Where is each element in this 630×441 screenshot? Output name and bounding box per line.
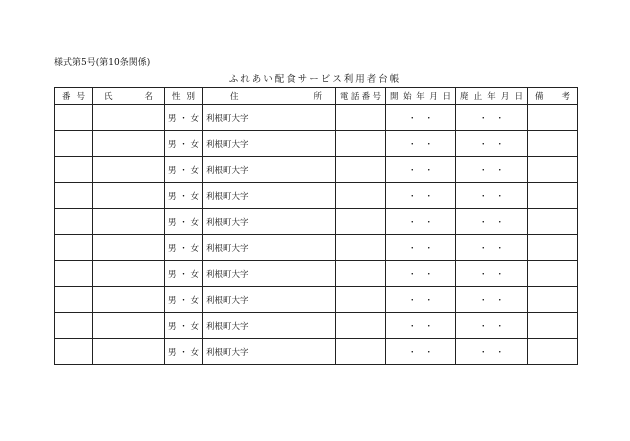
table-row — [55, 131, 578, 157]
name-cell[interactable] — [93, 131, 165, 157]
header-address: 住 所 — [203, 88, 336, 105]
sex-cell[interactable]: 男 ・ 女 — [165, 131, 203, 157]
start-date-cell[interactable] — [386, 235, 456, 261]
phone-cell[interactable] — [336, 235, 386, 261]
header-remarks: 備 考 — [528, 88, 578, 105]
no-cell[interactable] — [55, 157, 93, 183]
no-cell[interactable] — [55, 131, 93, 157]
end-date-cell[interactable] — [456, 131, 528, 157]
name-cell[interactable] — [93, 261, 165, 287]
header-row — [55, 88, 578, 105]
date-separator: ・ — [424, 269, 434, 280]
no-cell[interactable] — [55, 183, 93, 209]
date-separator: ・ — [424, 243, 434, 254]
remarks-cell[interactable] — [528, 261, 578, 287]
table-row — [55, 157, 578, 183]
date-separator: ・ — [407, 321, 417, 332]
date-separator: ・ — [407, 243, 417, 254]
start-date-cell[interactable] — [386, 313, 456, 339]
table-row — [55, 261, 578, 287]
table-row — [55, 313, 578, 339]
phone-cell[interactable] — [336, 261, 386, 287]
address-cell[interactable]: 利根町大字 — [203, 313, 336, 339]
table-row — [55, 105, 578, 131]
header-no — [55, 88, 93, 105]
name-cell[interactable] — [93, 339, 165, 365]
remarks-cell[interactable] — [528, 339, 578, 365]
user-ledger-table — [54, 87, 578, 365]
date-separator: ・ — [407, 165, 417, 176]
table-row — [55, 209, 578, 235]
start-date-cell[interactable] — [386, 261, 456, 287]
date-separator: ・ — [495, 139, 505, 150]
phone-cell[interactable] — [336, 157, 386, 183]
sex-cell[interactable]: 男 ・ 女 — [165, 261, 203, 287]
start-date-cell[interactable] — [386, 183, 456, 209]
header-end-date: 廃 止 年 月 日 — [456, 88, 528, 105]
date-separator: ・ — [478, 113, 488, 124]
start-date-cell[interactable] — [386, 131, 456, 157]
end-date-cell[interactable] — [456, 261, 528, 287]
date-separator: ・ — [478, 321, 488, 332]
phone-cell[interactable] — [336, 131, 386, 157]
form-code: 様式第5号(第10条関係) — [54, 58, 151, 68]
table-row — [55, 339, 578, 365]
header-no-text: 番 号 — [62, 92, 85, 102]
date-separator: ・ — [407, 139, 417, 150]
date-separator: ・ — [478, 295, 488, 306]
date-separator: ・ — [495, 217, 505, 228]
date-separator: ・ — [407, 347, 417, 358]
date-separator: ・ — [407, 191, 417, 202]
date-separator: ・ — [478, 217, 488, 228]
sex-cell[interactable]: 男 ・ 女 — [165, 313, 203, 339]
date-separator: ・ — [424, 321, 434, 332]
table-row — [55, 287, 578, 313]
header-start-date: 開 始 年 月 日 — [386, 88, 456, 105]
end-date-cell[interactable] — [456, 157, 528, 183]
date-separator: ・ — [495, 269, 505, 280]
date-separator: ・ — [407, 269, 417, 280]
date-separator: ・ — [407, 295, 417, 306]
header-sex: 性 別 — [165, 88, 203, 105]
end-date-cell[interactable] — [456, 313, 528, 339]
address-cell[interactable]: 利根町大字 — [203, 235, 336, 261]
remarks-cell[interactable] — [528, 131, 578, 157]
phone-cell[interactable] — [336, 183, 386, 209]
end-date-cell[interactable] — [456, 339, 528, 365]
date-separator: ・ — [495, 165, 505, 176]
address-cell[interactable]: 利根町大字 — [203, 183, 336, 209]
date-separator: ・ — [495, 191, 505, 202]
date-separator: ・ — [495, 321, 505, 332]
date-separator: ・ — [407, 217, 417, 228]
remarks-cell[interactable] — [528, 105, 578, 131]
end-date-cell[interactable] — [456, 235, 528, 261]
date-separator: ・ — [424, 113, 434, 124]
remarks-cell[interactable] — [528, 183, 578, 209]
remarks-cell[interactable] — [528, 313, 578, 339]
remarks-cell[interactable] — [528, 287, 578, 313]
date-separator: ・ — [424, 191, 434, 202]
date-separator: ・ — [478, 139, 488, 150]
end-date-cell[interactable] — [456, 209, 528, 235]
address-cell[interactable]: 利根町大字 — [203, 287, 336, 313]
date-separator: ・ — [407, 113, 417, 124]
start-date-cell[interactable] — [386, 157, 456, 183]
no-cell[interactable] — [55, 339, 93, 365]
name-cell[interactable] — [93, 235, 165, 261]
address-cell[interactable]: 利根町大字 — [203, 131, 336, 157]
sex-cell[interactable]: 男 ・ 女 — [165, 235, 203, 261]
phone-cell[interactable] — [336, 287, 386, 313]
remarks-cell[interactable] — [528, 209, 578, 235]
sex-cell[interactable]: 男 ・ 女 — [165, 105, 203, 131]
table-row — [55, 183, 578, 209]
date-separator: ・ — [478, 243, 488, 254]
form-title: ふれあい配食サービス利用者台帳 — [228, 74, 402, 85]
sex-cell[interactable]: 男 ・ 女 — [165, 183, 203, 209]
date-separator: ・ — [495, 113, 505, 124]
header-phone: 電 話 番 号 — [336, 88, 386, 105]
date-separator: ・ — [424, 295, 434, 306]
start-date-cell[interactable] — [386, 287, 456, 313]
sex-cell[interactable]: 男 ・ 女 — [165, 287, 203, 313]
date-separator: ・ — [478, 165, 488, 176]
name-cell[interactable] — [93, 183, 165, 209]
end-date-cell[interactable] — [456, 105, 528, 131]
name-cell[interactable] — [93, 209, 165, 235]
name-cell[interactable] — [93, 313, 165, 339]
date-separator: ・ — [478, 191, 488, 202]
sex-cell[interactable]: 男 ・ 女 — [165, 157, 203, 183]
date-separator: ・ — [495, 347, 505, 358]
no-cell[interactable] — [55, 105, 93, 131]
date-separator: ・ — [424, 139, 434, 150]
address-cell[interactable]: 利根町大字 — [203, 339, 336, 365]
address-cell[interactable]: 利根町大字 — [203, 209, 336, 235]
table-row — [55, 235, 578, 261]
remarks-cell[interactable] — [528, 157, 578, 183]
address-cell[interactable]: 利根町大字 — [203, 261, 336, 287]
header-name: 氏 名 — [93, 88, 165, 105]
phone-cell[interactable] — [336, 105, 386, 131]
start-date-cell[interactable] — [386, 105, 456, 131]
end-date-cell[interactable] — [456, 287, 528, 313]
date-separator: ・ — [478, 347, 488, 358]
no-cell[interactable] — [55, 235, 93, 261]
phone-cell[interactable] — [336, 209, 386, 235]
sex-cell[interactable]: 男 ・ 女 — [165, 209, 203, 235]
end-date-cell[interactable] — [456, 183, 528, 209]
date-separator: ・ — [495, 243, 505, 254]
address-cell[interactable]: 利根町大字 — [203, 105, 336, 131]
name-cell[interactable] — [93, 287, 165, 313]
sex-cell[interactable]: 男 ・ 女 — [165, 339, 203, 365]
no-cell[interactable] — [55, 209, 93, 235]
start-date-cell[interactable] — [386, 209, 456, 235]
date-separator: ・ — [424, 347, 434, 358]
name-cell[interactable] — [93, 105, 165, 131]
date-separator: ・ — [424, 217, 434, 228]
phone-cell[interactable] — [336, 339, 386, 365]
ledger-body — [55, 105, 578, 365]
date-separator: ・ — [495, 295, 505, 306]
start-date-cell[interactable] — [386, 339, 456, 365]
date-separator: ・ — [478, 269, 488, 280]
phone-cell[interactable] — [336, 313, 386, 339]
name-cell[interactable] — [93, 157, 165, 183]
no-cell[interactable] — [55, 313, 93, 339]
remarks-cell[interactable] — [528, 235, 578, 261]
date-separator: ・ — [424, 165, 434, 176]
address-cell[interactable]: 利根町大字 — [203, 157, 336, 183]
no-cell[interactable] — [55, 287, 93, 313]
no-cell[interactable] — [55, 261, 93, 287]
